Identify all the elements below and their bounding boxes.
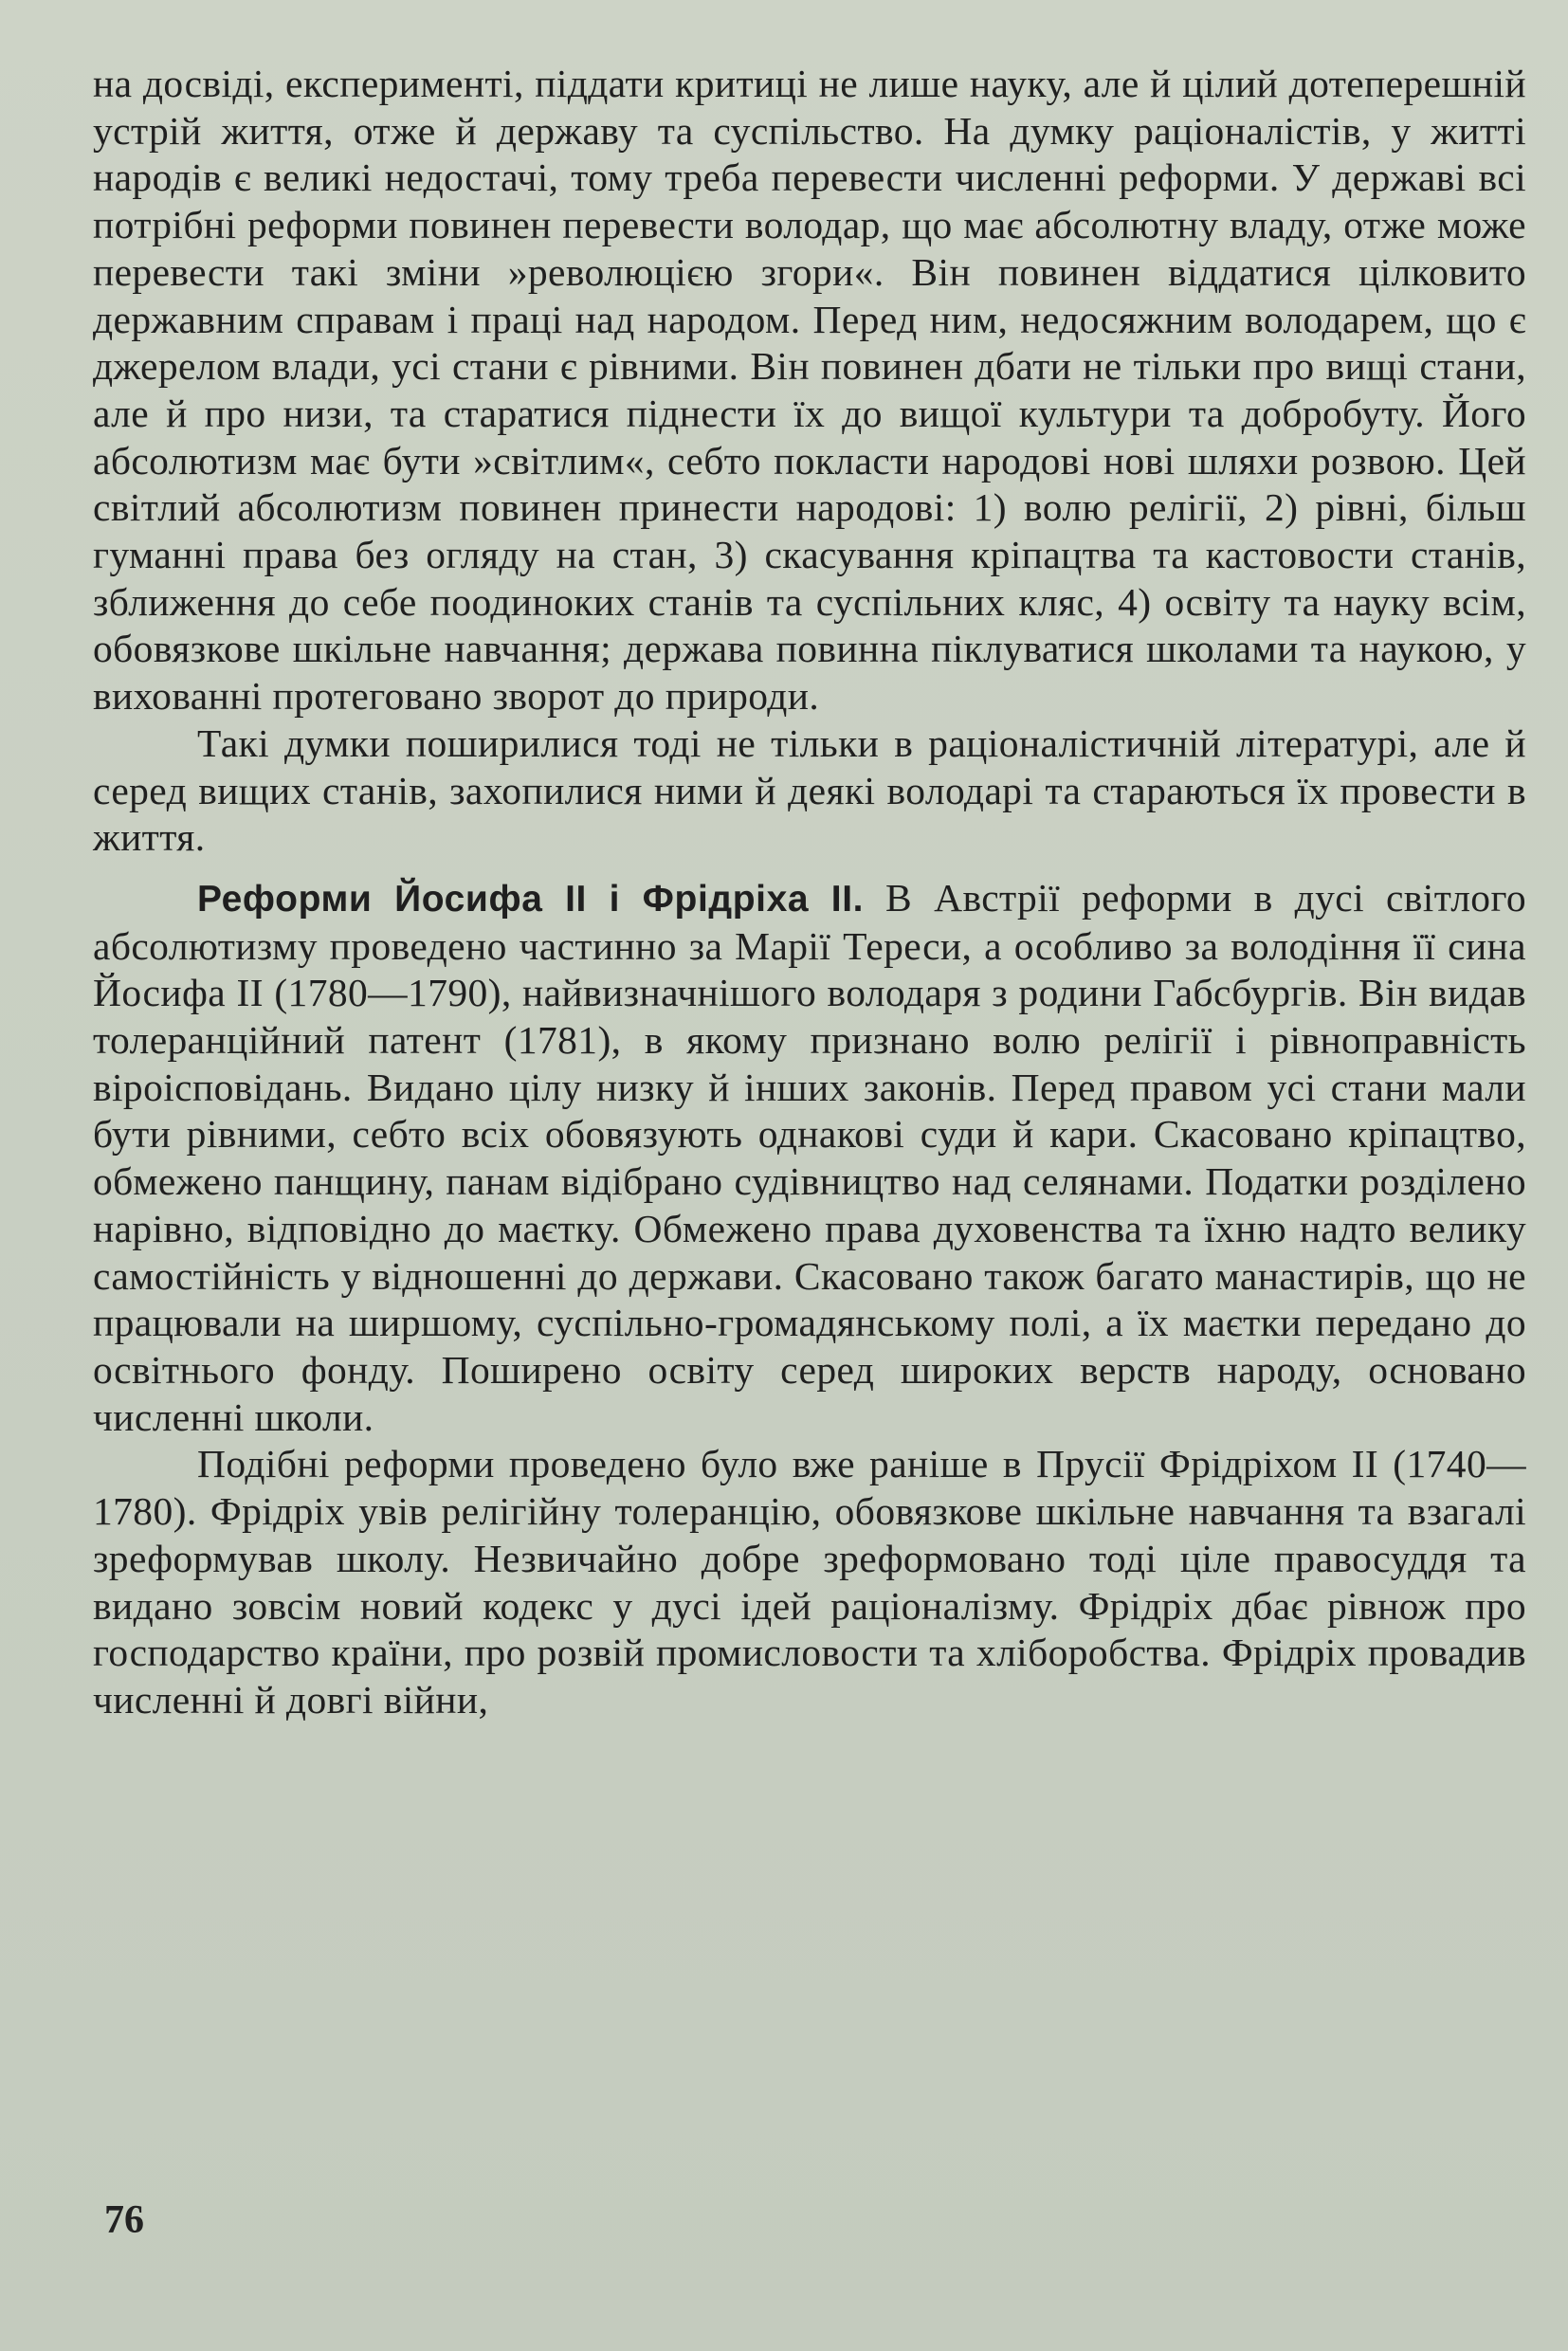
- section-heading: Реформи Йосифа II і Фрідріха II.: [197, 878, 865, 920]
- page-number: 76: [104, 2198, 144, 2242]
- section-body-text: В Австрії реформи в дусі світлого абсолютизму проведено частинно за Марії Тереси, а особливо за володіння її сина Йосифа II (1780—1790), найвизначнішого володаря з родини Габсбургів. Він видав толеранційний патент (1781), в якому признано волю релігії і рівноправність віроісповідань. Видано цілу низку й інших законів. Перед правом усі стани мали бути рівними, себто всіх обовязують однакові суди й кари. Скасовано кріпацтво, обмежено панщину, панам відібрано судівництво над селянами. Податки розділено нарівно, відповідно до маєтку. Обмежено права духовенства та їхню надто велику самостійність у відношенні до держави. Скасовано також багато манастирів, що не працювали на ширшому, суспільно-громадянському полі, а їх маєтки передано до освітнього фонду. Поширено освіту серед широких верств народу, основано численні школи.: [93, 875, 1526, 1439]
- paragraph-reforms-section: [93, 875, 1526, 1441]
- paragraph-frederick-reforms: Подібні реформи проведено було вже раніше в Прусії Фрідріхом II (1740—1780). Фрідріх увів релігійну толеранцію, обовязкове шкільне навчання та взагалі зреформував школу. Незвичайно добре зреформовано тоді ціле правосуддя та видано зовсім новий кодекс у дусі ідей раціоналізму. Фрідріх дбає рівнож про господарство країни, про розвій промисловости та хліборобства. Фрідріх провадив численні й довгі війни,: [93, 1442, 1526, 1722]
- page-text: [93, 61, 1526, 1724]
- paragraph-rationalism: на досвіді, експерименті, піддати критиці не лише науку, але й цілий дотеперешній устрій життя, отже й державу та суспільство. На думку раціоналістів, у житті народів є великі недостачі, тому треба перевести численні реформи. У державі всі потрібні реформи повинен перевести володар, що має абсолютну владу, отже може перевести такі зміни »революцією згори«. Він повинен віддатися цілковито державним справам і праці над народом. Перед ним, недосяжним володарем, що є джерелом влади, усі стани є рівними. Він повинен дбати не тільки про вищі стани, але й про низи, та старатися піднести їх до вищої культури та добробуту. Його абсолютизм має бути »світлим«, себто покласти народові нові шляхи розвою. Цей світлий абсолютизм повинен принести народові: 1) волю релігії, 2) рівні, більш гуманні права без огляду на стан, 3) скасування кріпацтва та кастовости станів, зближення до себе поодиноких станів та суспільних кляс, 4) освіту та науку всім, обовязкове шкільне навчання; держава повинна піклуватися школами та наукою, у вихованні протеговано зворот до природи.: [93, 62, 1526, 719]
- paragraph-spread-of-ideas: Такі думки поширилися тоді не тільки в раціоналістичній літературі, але й серед вищих станів, захопилися ними й деякі володарі та стараються їх провести в життя.: [93, 720, 1526, 860]
